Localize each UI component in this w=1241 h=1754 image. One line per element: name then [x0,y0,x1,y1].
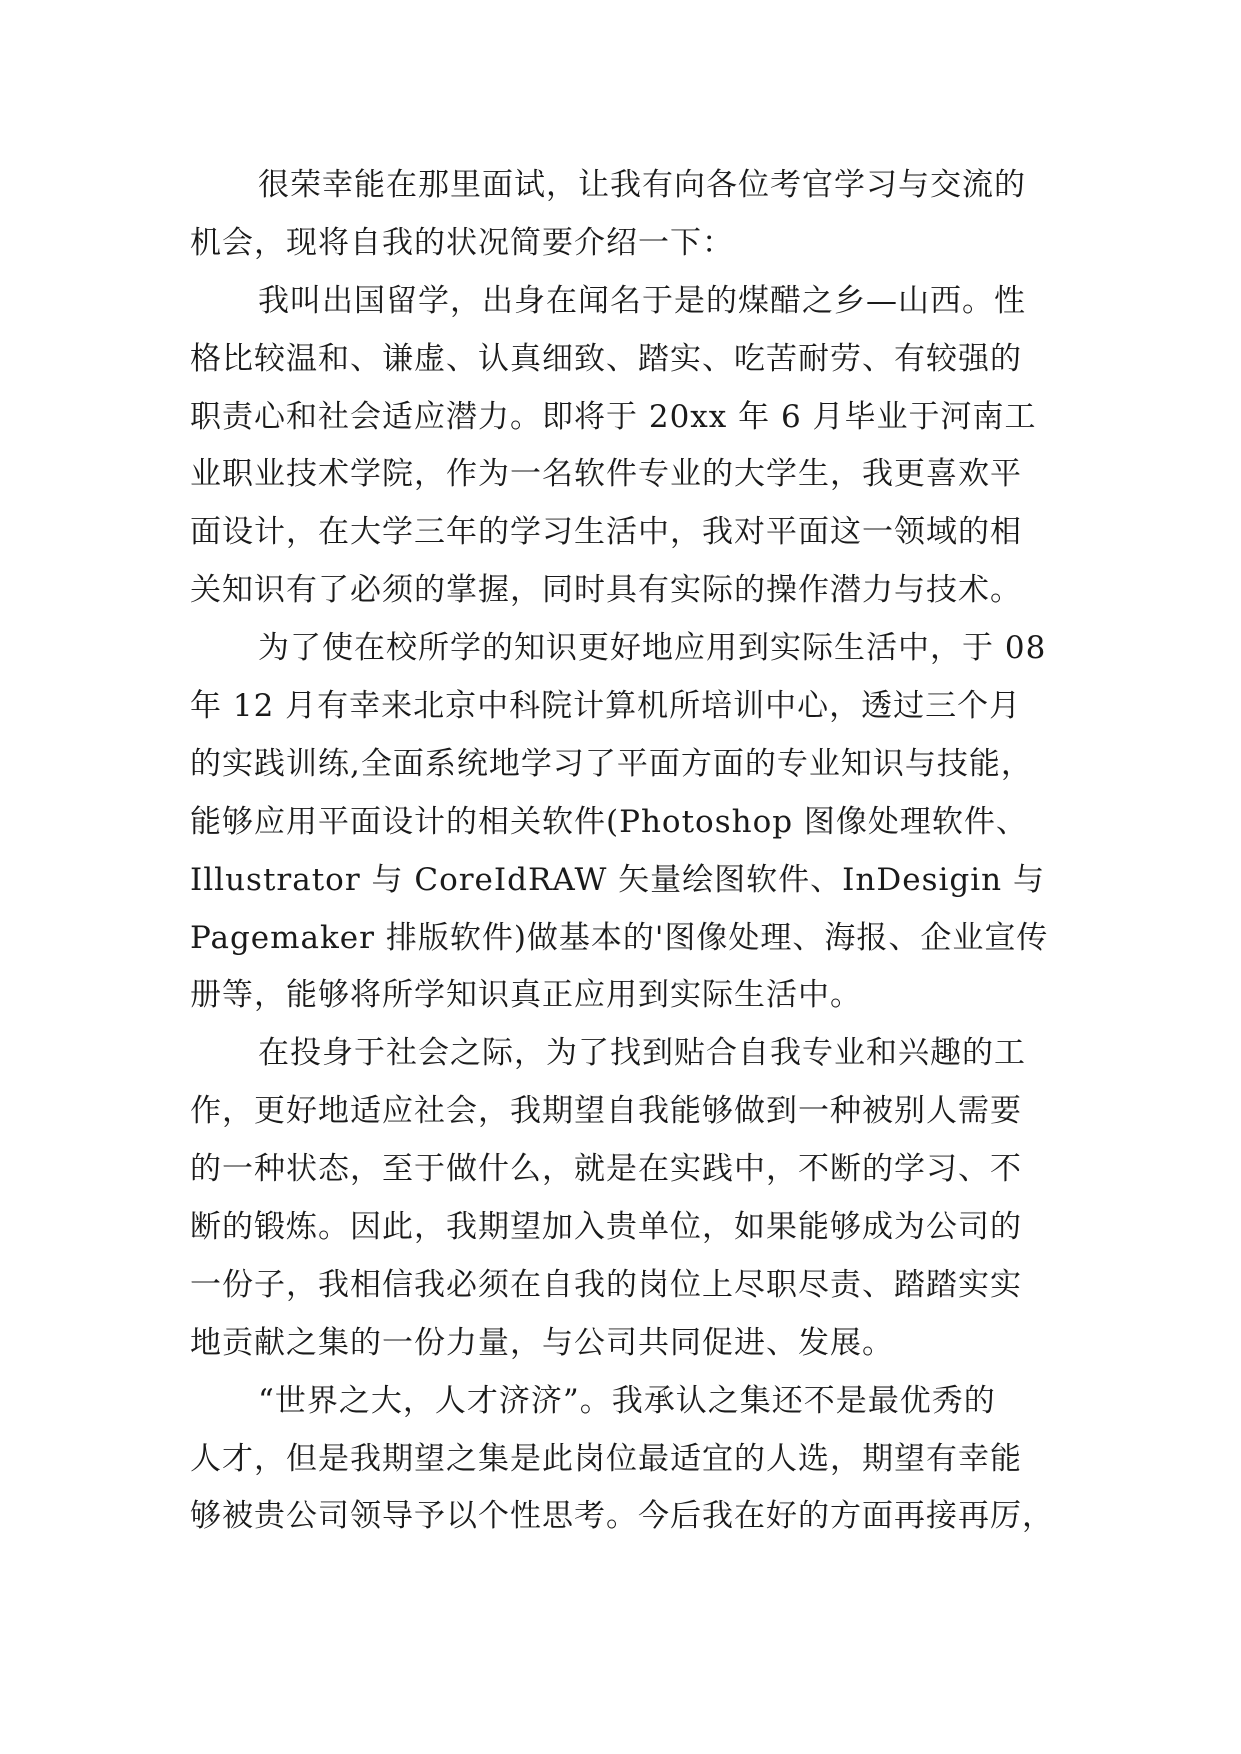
text-line: 我叫出国留学，出身在闻名于是的煤醋之乡—山西。性 [258,282,1026,319]
paragraph-1 [190,163,1060,279]
text-line: “世界之大，人才济济”。我承认之集还不是最优秀的 [258,1382,996,1419]
text-line: 能够应用平面设计的相关软件(Photoshop 图像处理软件、 [190,803,1028,840]
text-line: 在投身于社会之际，为了找到贴合自我专业和兴趣的工 [258,1035,1026,1072]
paragraph-4 [190,1031,1060,1378]
text-line: 的一种状态，至于做什么，就是在实践中，不断的学习、不 [190,1151,1022,1188]
text-line: 作，更好地适应社会，我期望自我能够做到一种被别人需要 [190,1093,1022,1130]
paragraph-3 [190,626,1060,1031]
text-line: 为了使在校所学的知识更好地应用到实际生活中，于 08 [258,630,1047,667]
text-line: 格比较温和、谦虚、认真细致、踏实、吃苦耐劳、有较强的 [190,340,1022,377]
document-body [190,163,1060,1552]
text-line: 断的锻炼。因此，我期望加入贵单位，如果能够成为公司的 [190,1209,1022,1246]
text-line: 册等，能够将所学知识真正应用到实际生活中。 [190,977,862,1014]
text-line: 年 12 月有幸来北京中科院计算机所培训中心，透过三个月 [190,688,1022,725]
text-line: 够被贵公司领导予以个性思考。今后我在好的方面再接再厉， [190,1498,1054,1535]
text-line: 面设计，在大学三年的学习生活中，我对平面这一领域的相 [190,514,1022,551]
text-line: 机会，现将自我的状况简要介绍一下： [190,224,734,261]
paragraph-5 [190,1379,1060,1553]
text-line: 业职业技术学院，作为一名软件专业的大学生，我更喜欢平 [190,456,1022,493]
text-line: 的实践训练,全面系统地学习了平面方面的专业知识与技能， [190,745,1033,782]
paragraph-2 [190,279,1060,626]
text-line: 人才，但是我期望之集是此岗位最适宜的人选，期望有幸能 [190,1440,1022,1477]
text-line: 关知识有了必须的掌握，同时具有实际的操作潜力与技术。 [190,572,1022,609]
text-line: 地贡献之集的一份力量，与公司共同促进、发展。 [190,1324,894,1361]
text-line: 很荣幸能在那里面试，让我有向各位考官学习与交流的 [258,167,1026,203]
text-line: 一份子，我相信我必须在自我的岗位上尽职尽责、踏踏实实 [190,1266,1022,1303]
text-line: 职责心和社会适应潜力。即将于 20xx 年 6 月毕业于河南工 [190,398,1037,435]
text-line: Pagemaker 排版软件)做基本的'图像处理、海报、企业宣传 [190,919,1049,956]
text-line: Illustrator 与 CoreIdRAW 矢量绘图软件、InDesigin 与 [190,861,1045,898]
